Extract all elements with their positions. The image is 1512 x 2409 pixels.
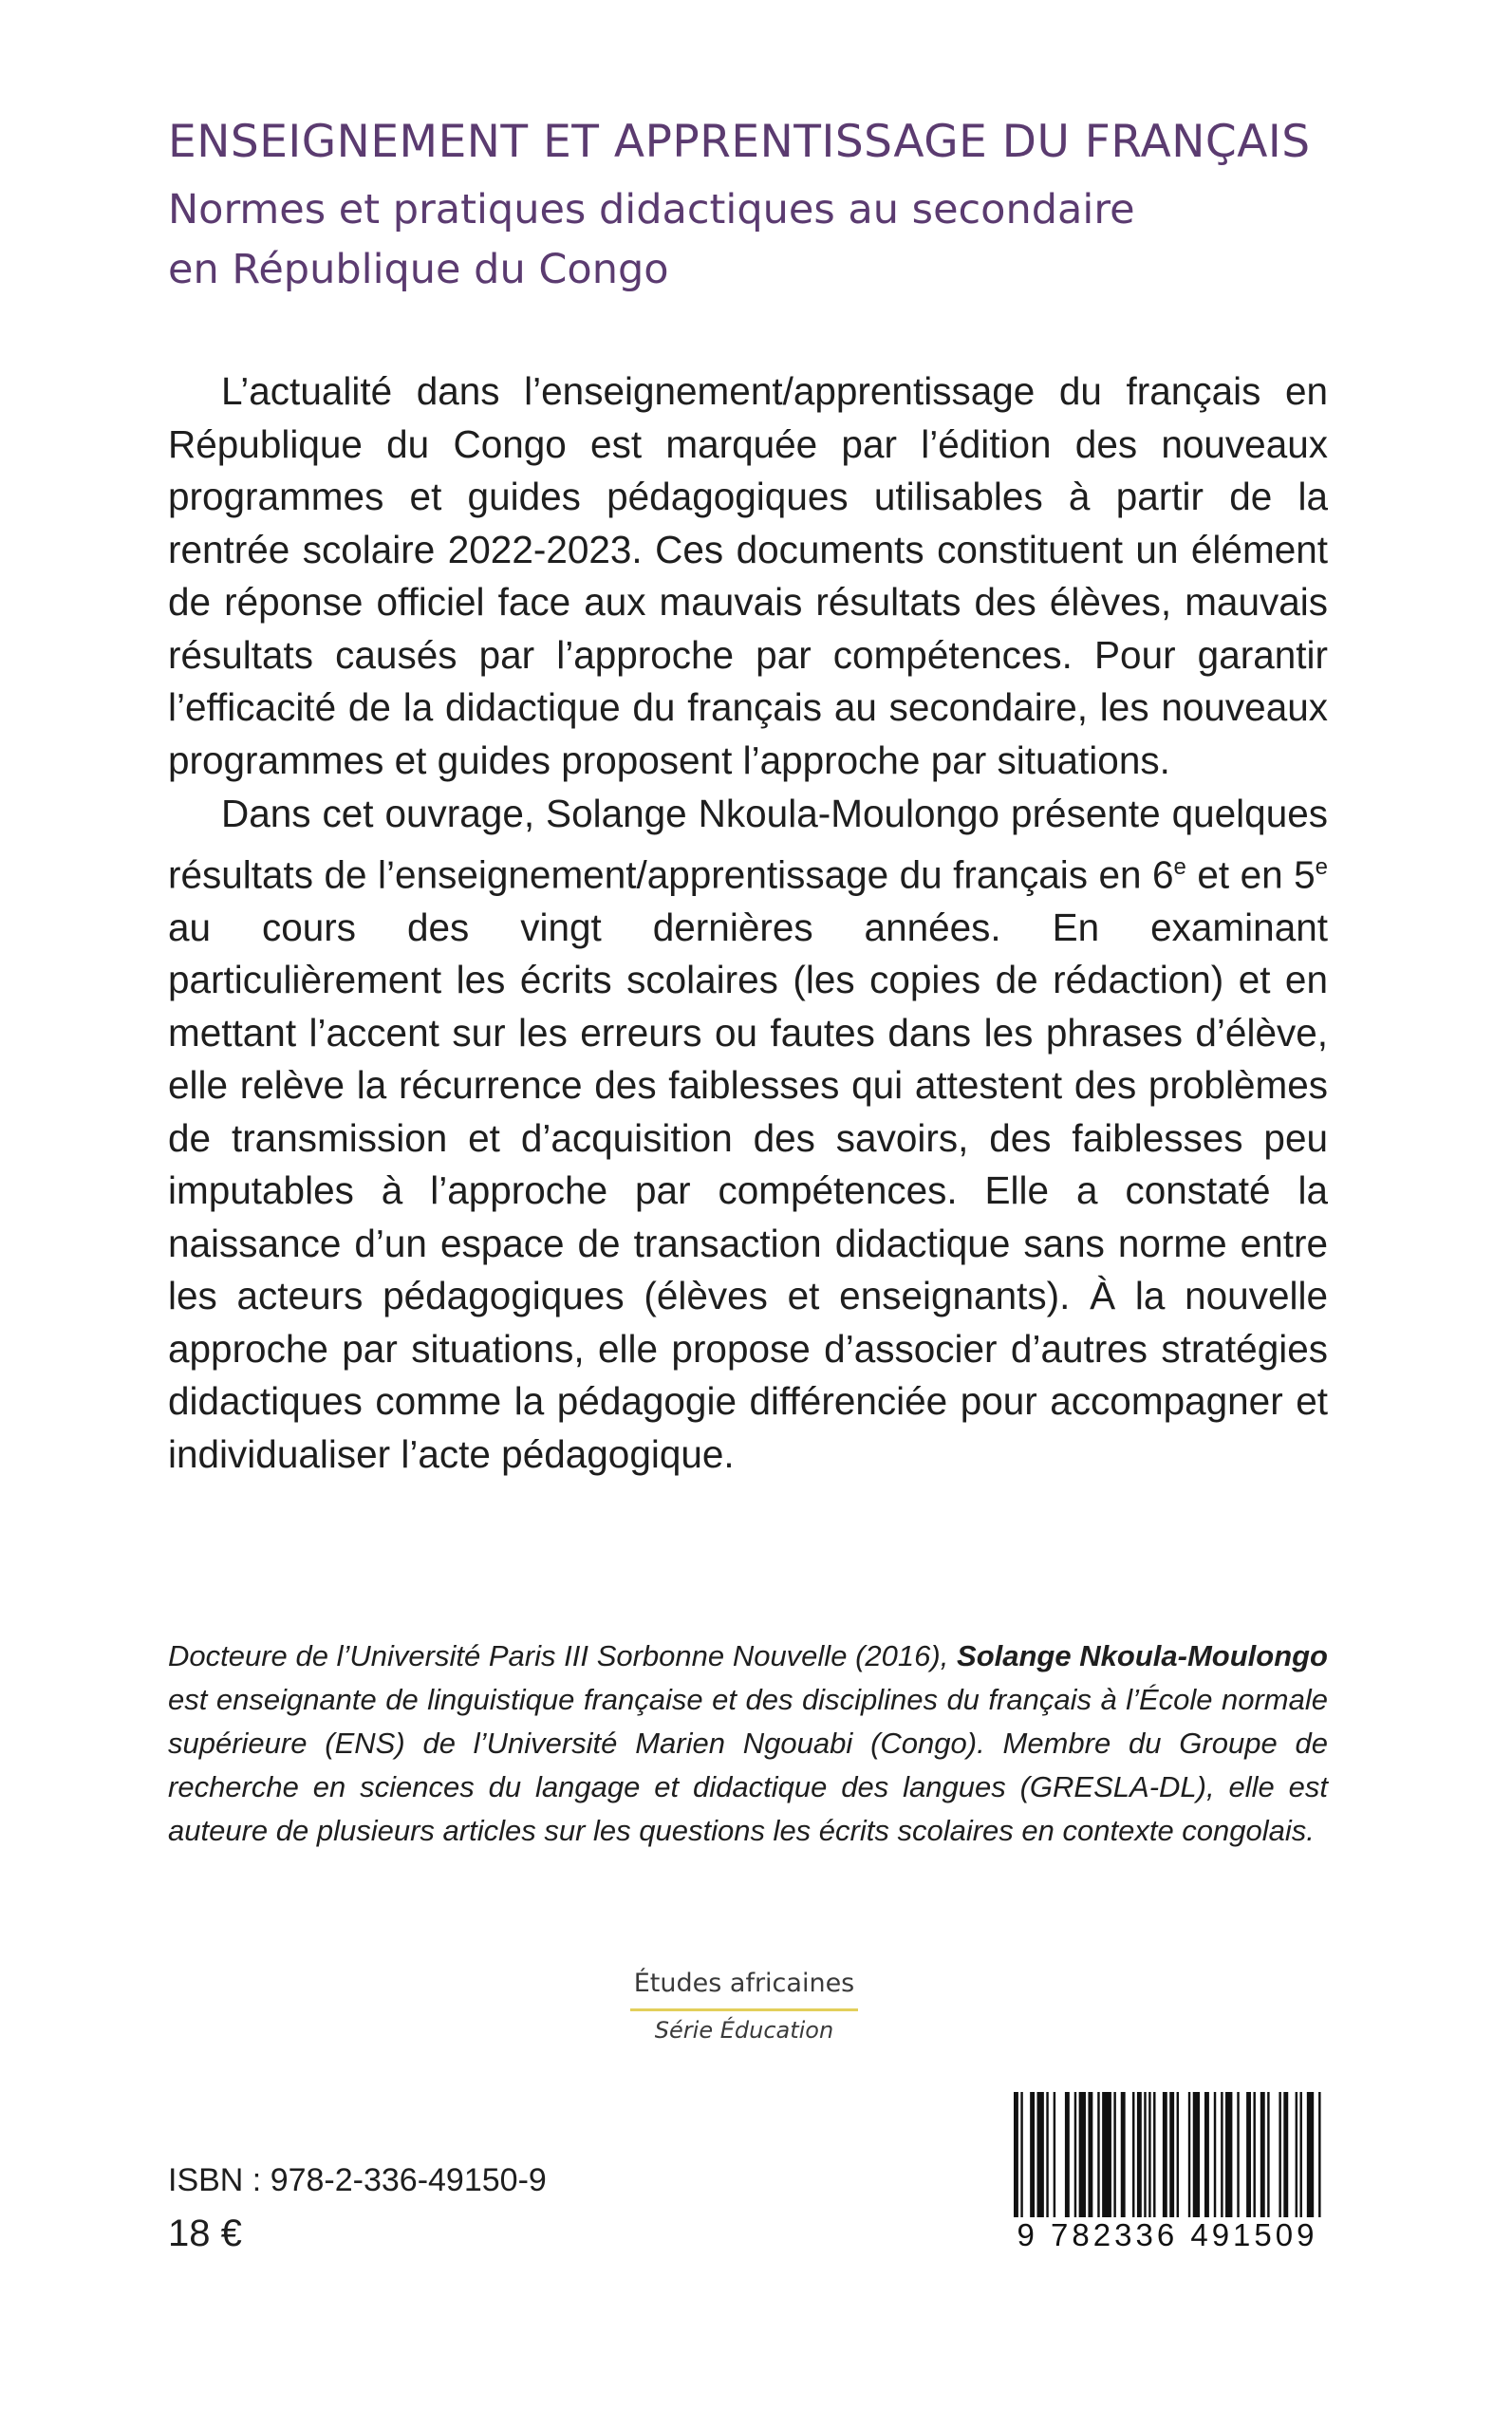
bio-intro: Docteure de l’Université Paris III Sorbonne Nouvelle (2016),	[168, 1639, 958, 1672]
barcode-bar	[1088, 2092, 1092, 2217]
barcode-bar	[1102, 2092, 1111, 2217]
collection-block	[630, 1965, 858, 2049]
barcode-bar	[1020, 2092, 1022, 2217]
barcode-bar	[1148, 2092, 1150, 2217]
barcode-bar	[1253, 2092, 1255, 2217]
barcode-bar	[1267, 2092, 1269, 2217]
barcode-bar	[1074, 2092, 1076, 2217]
collection-name: Études africaines	[630, 1965, 858, 2011]
summary-p2-part-b: et en 5	[1185, 852, 1316, 896]
barcode-bar	[1169, 2092, 1174, 2217]
barcode-bar	[1221, 2092, 1223, 2217]
superscript-e-2: e	[1315, 853, 1328, 880]
barcode-bar	[1079, 2092, 1086, 2217]
author-bio	[168, 1634, 1328, 1853]
barcode-bar	[1065, 2092, 1070, 2217]
barcode-bar	[1307, 2092, 1314, 2217]
barcode-bar	[1132, 2092, 1134, 2217]
barcode-bar	[1260, 2092, 1265, 2217]
barcode-bar	[1014, 2092, 1018, 2217]
barcode-bar	[1177, 2092, 1179, 2217]
barcode-bar	[1225, 2092, 1232, 2217]
isbn-label: ISBN : 978-2-336-49150-9	[168, 2162, 547, 2198]
barcode-bar	[1299, 2092, 1301, 2217]
barcode-bar	[1163, 2092, 1167, 2217]
barcode-bar	[1144, 2092, 1146, 2217]
barcode-bar	[1030, 2092, 1035, 2217]
barcode-bar	[1204, 2092, 1209, 2217]
author-name: Solange Nkoula-Moulongo	[957, 1639, 1328, 1672]
barcode-bar	[1318, 2092, 1320, 2217]
summary-paragraph-1: L’actualité dans l’enseignement/apprentissage du français en République du Congo est marquée par l’édition des nouveaux programmes et guides pédagogiques utilisables à partir de la rentrée scolaire 2022-2023. Ces documents constituent un élément de réponse officiel face aux mauvais résultats des élèves, mauvais résultats causés par l’approche par compétences. Pour garantir l’efficacité de la didactique du français au secondaire, les nouveaux programmes et guides proposent l’approche par situations.	[168, 369, 1328, 782]
barcode-bar	[1246, 2092, 1251, 2217]
barcode-bar	[1296, 2092, 1297, 2217]
barcode-bar	[1214, 2092, 1216, 2217]
barcode-digits: 9 782336 491509	[1017, 2217, 1318, 2252]
barcode-bar	[1237, 2092, 1239, 2217]
barcode-bar	[1137, 2092, 1142, 2217]
summary-paragraph-2	[168, 788, 1328, 1481]
subtitle-line-1: Normes et pratiques didactiques au secondaire	[168, 186, 1135, 233]
book-title: ENSEIGNEMENT ET APPRENTISSAGE DU FRANÇAIS	[168, 116, 1311, 168]
bio-details: est enseignante de linguistique française et des disciplines du français à l’École normale supérieure (ENS) de l’Université Marien Ngouabi (Congo). Membre du Groupe de recherche en sciences du langage et didactique des langues (GRESLA-DL), elle est auteure de plusieurs articles sur les questions les écrits scolaires en contexte congolais.	[168, 1683, 1328, 1847]
barcode-bar	[1113, 2092, 1115, 2217]
barcode-bar	[1037, 2092, 1044, 2217]
barcode-bar	[1054, 2092, 1055, 2217]
book-subtitle	[168, 180, 1383, 300]
collection-series: Série Éducation	[654, 2017, 834, 2044]
barcode-bar	[1097, 2092, 1099, 2217]
barcode-bar	[1121, 2092, 1126, 2217]
barcode-bar	[1279, 2092, 1280, 2217]
barcode-bars	[1014, 2092, 1323, 2217]
barcode-bar	[1283, 2092, 1288, 2217]
back-cover-summary	[168, 365, 1328, 1481]
superscript-e-1: e	[1173, 853, 1186, 880]
barcode-bar	[1046, 2092, 1048, 2217]
subtitle-line-2: en République du Congo	[168, 246, 669, 293]
barcode-bar	[1193, 2092, 1200, 2217]
summary-p2-part-c: au cours des vingt dernières années. En examinant particulièrement les écrits scolaires (les copies de rédaction) et en mettant l’accent sur les erreurs ou fautes dans les phrases d’élève, elle relève la récurrence des faiblesses qui attestent des problèmes de transmission et d’acquisition des savoirs, des faiblesses peu imputables à l’approche par compétences. Elle a constaté la naissance d’un espace de transaction didactique sans norme entre les acteurs pédagogiques (élèves et enseignants). À la nouvelle approche par situations, elle propose d’associer d’autres stratégies didactiques comme la pédagogie différenciée pour accompagner et individualiser l’acte pédagogique.	[168, 905, 1328, 1476]
price-label: 18 €	[168, 2213, 242, 2254]
barcode-bar	[1153, 2092, 1155, 2217]
summary-p2-part-a: Dans cet ouvrage, Solange Nkoula-Moulongo présente quelques résultats de l’enseignement/apprentissage du français en 6	[168, 792, 1328, 896]
barcode-bar	[1188, 2092, 1190, 2217]
